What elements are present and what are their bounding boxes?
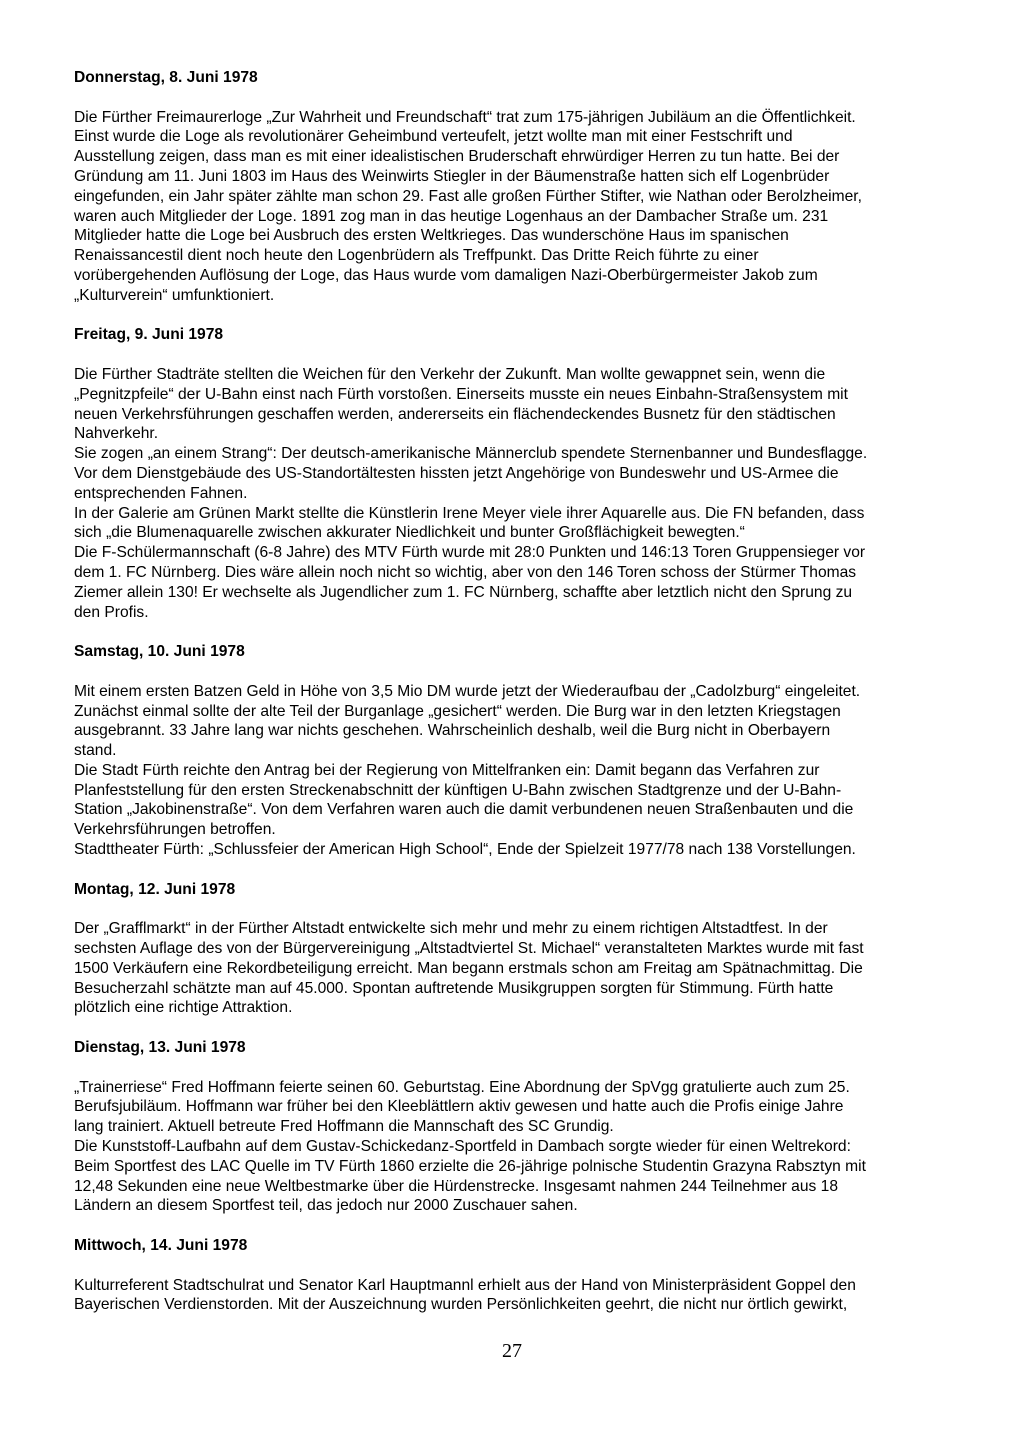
page-number: 27 [502, 1340, 522, 1362]
text-line: Die Fürther Freimaurerloge „Zur Wahrheit und Freundschaft“ trat zum 175-jährigen Jubiläum an die Öffentlichkeit. [74, 108, 856, 126]
text-line: vorübergehenden Auflösung der Loge, das Haus wurde vom damaligen Nazi-Oberbürgermeister Jakob zum [74, 266, 818, 284]
text-line: Bayerischen Verdienstorden. Mit der Auszeichnung wurden Persönlichkeiten geehrt, die nicht nur örtlich gewirkt, [74, 1296, 848, 1314]
text-line: Planfeststellung für den ersten Streckenabschnitt der künftigen U-Bahn zwischen Stadtgrenze und der U-Bahn- [74, 781, 842, 799]
entry-heading: Mittwoch, 14. Juni 1978 [74, 1237, 248, 1255]
text-line: dem 1. FC Nürnberg. Dies wäre allein noch nicht so wichtig, aber von den 146 Toren schoss der Stürmer Thomas [74, 563, 857, 581]
text-line: Besucherzahl schätzte man auf 45.000. Spontan auftretende Musikgruppen sorgten für Stimmung. Fürth hatte [74, 979, 834, 997]
text-line: Renaissancestil dient noch heute den Logenbrüdern als Treffpunkt. Das Dritte Reich führte zu einer [74, 247, 759, 265]
text-line: Der „Grafflmarkt“ in der Fürther Altstadt entwickelte sich mehr und mehr zu einem richtigen Altstadtfest. In der [74, 920, 828, 938]
entry-paragraph [74, 682, 952, 860]
entry-paragraph [74, 919, 952, 1018]
text-line: sechsten Auflage des von der Bürgervereinigung „Altstadtviertel St. Michael“ veranstalteten Marktes wurde mit fast [74, 940, 864, 958]
text-line: Mitglieder hatte die Loge bei Ausbruch des ersten Weltkrieges. Das wunderschöne Haus im spanischen [74, 227, 789, 245]
text-line: „Kulturverein“ umfunktioniert. [74, 286, 275, 304]
page-content [74, 68, 952, 1335]
text-line: 1500 Verkäufern eine Rekordbeteiligung erreicht. Man begann erstmals schon am Freitag am Spätnachmittag. Die [74, 959, 863, 977]
text-line: Gründung am 11. Juni 1803 im Haus des Weinwirts Stiegler in der Bäumenstraße hatten sich elf Logenbrüder [74, 167, 830, 185]
text-line: Die Fürther Stadträte stellten die Weichen für den Verkehr der Zukunft. Man wollte gewappnet sein, wenn die [74, 365, 826, 383]
entry-heading: Freitag, 9. Juni 1978 [74, 326, 224, 344]
text-line: Sie zogen „an einem Strang“: Der deutsch-amerikanische Männerclub spendete Sternenbanner und Bundesflagge. [74, 445, 868, 463]
text-line: Vor dem Dienstgebäude des US-Standortältesten hissten jetzt Angehörige von Bundeswehr und US-Armee die [74, 464, 839, 482]
text-line: Einst wurde die Loge als revolutionärer Geheimbund verteufelt, jetzt wollte man mit einer Festschrift und [74, 128, 793, 146]
entry-paragraph [74, 365, 952, 622]
text-line: waren auch Mitglieder der Loge. 1891 zog man in das heutige Logenhaus an der Dambacher Straße um. 231 [74, 207, 829, 225]
entry-paragraph [74, 108, 952, 306]
text-line: In der Galerie am Grünen Markt stellte die Künstlerin Irene Meyer viele ihrer Aquarelle aus. Die FN befanden, dass [74, 504, 865, 522]
text-line: lang trainiert. Aktuell betreute Fred Hoffmann die Mannschaft des SC Grundig. [74, 1118, 614, 1136]
text-line: Ländern an diesem Sportfest teil, das jedoch nur 2000 Zuschauer sahen. [74, 1197, 578, 1215]
text-line: „Pegnitzpfeile“ der U-Bahn einst nach Fürth vorstoßen. Einerseits musste ein neues Einbahn-Straßensystem mit [74, 385, 848, 403]
text-line: entsprechenden Fahnen. [74, 484, 248, 502]
text-line: Zunächst einmal sollte der alte Teil der Burganlage „gesichert“ werden. Die Burg war in den letzten Kriegstagen [74, 702, 841, 720]
text-line: „Trainerriese“ Fred Hoffmann feierte seinen 60. Geburtstag. Eine Abordnung der SpVgg gratulierte auch zum 25. [74, 1078, 850, 1096]
text-line: Kulturreferent Stadtschulrat und Senator Karl Hauptmannl erhielt aus der Hand von Ministerpräsident Goppel den [74, 1276, 856, 1294]
text-line: Ziemer allein 130! Er wechselte als Jugendlicher zum 1. FC Nürnberg, schaffte aber letztlich nicht den Sprung zu [74, 583, 853, 601]
text-line: stand. [74, 742, 117, 760]
text-line: 12,48 Sekunden eine neue Weltbestmarke über die Hürdenstrecke. Insgesamt nahmen 244 Teilnehmer aus 18 [74, 1177, 838, 1195]
text-line: sich „die Blumenaquarelle zwischen akkurater Niedlichkeit und bunter Großflächigkeit bewegten.“ [74, 524, 745, 542]
text-line: Die Kunststoff-Laufbahn auf dem Gustav-Schickedanz-Sportfeld in Dambach sorgte wieder für einen Weltrekord: [74, 1138, 851, 1156]
text-line: Beim Sportfest des LAC Quelle im TV Fürth 1860 erzielte die 26-jährige polnische Studentin Grazyna Rabsztyn mit [74, 1157, 866, 1175]
text-line: Die Stadt Fürth reichte den Antrag bei der Regierung von Mittelfranken ein: Damit begann das Verfahren zur [74, 761, 820, 779]
text-line: eingefunden, ein Jahr später zählte man schon 29. Fast alle großen Fürther Stifter, wie Nathan oder Berolzheimer, [74, 187, 862, 205]
text-line: Berufsjubiläum. Hoffmann war früher bei den Kleeblättlern aktiv gewesen und hatte auch die Profis einige Jahre [74, 1098, 844, 1116]
text-line: den Profis. [74, 603, 149, 621]
text-line: Ausstellung zeigen, dass man es mit einer idealistischen Bruderschaft ehrwürdiger Herren zu tun hatte. Bei der [74, 148, 840, 166]
text-line: neuen Verkehrsführungen geschaffen werden, andererseits ein flächendeckendes Busnetz für den städtischen [74, 405, 836, 423]
text-line: Mit einem ersten Batzen Geld in Höhe von 3,5 Mio DM wurde jetzt der Wiederaufbau der „Cadolzburg“ eingeleitet. [74, 682, 861, 700]
entry-paragraph [74, 1078, 952, 1217]
entry-heading: Dienstag, 13. Juni 1978 [74, 1039, 246, 1057]
text-line: plötzlich eine richtige Attraktion. [74, 999, 293, 1017]
text-line: ausgebrannt. 33 Jahre lang war nichts geschehen. Wahrscheinlich deshalb, weil die Burg nicht in Oberbayern [74, 722, 831, 740]
entry-heading: Samstag, 10. Juni 1978 [74, 643, 245, 661]
entry-heading: Donnerstag, 8. Juni 1978 [74, 69, 258, 86]
text-line: Station „Jakobinenstraße“. Von dem Verfahren waren auch die damit verbundenen neuen Straßenbauten und die [74, 801, 854, 819]
text-line: Verkehrsführungen betroffen. [74, 821, 276, 839]
entry-heading: Montag, 12. Juni 1978 [74, 880, 236, 898]
text-line: Stadttheater Fürth: „Schlussfeier der American High School“, Ende der Spielzeit 1977/78 nach 138 Vorstellungen. [74, 841, 856, 859]
text-line: Nahverkehr. [74, 425, 159, 443]
entry-paragraph [74, 1276, 952, 1316]
text-line: Die F-Schülermannschaft (6-8 Jahre) des MTV Fürth wurde mit 28:0 Punkten und 146:13 Toren Gruppensieger vor [74, 544, 866, 562]
